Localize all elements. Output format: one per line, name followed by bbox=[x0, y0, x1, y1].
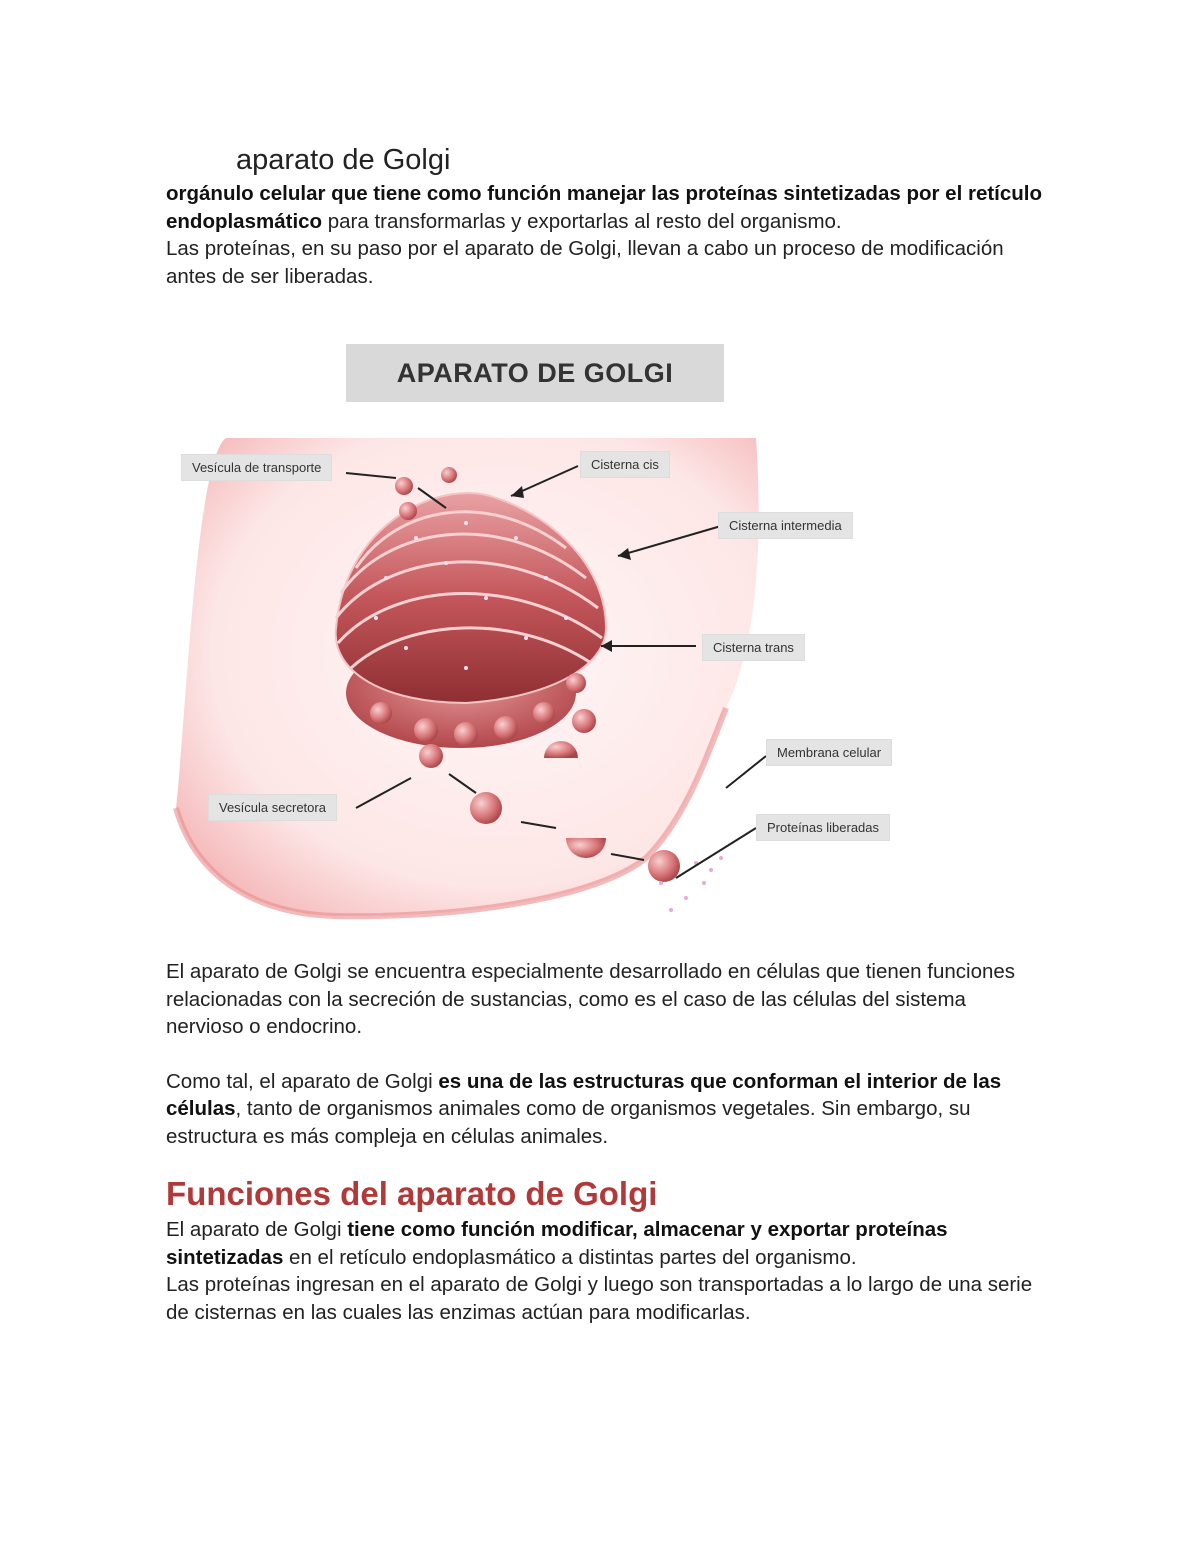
document-body bbox=[166, 140, 1046, 290]
functions-heading: Funciones del aparato de Golgi bbox=[166, 1175, 658, 1212]
structure-paragraph bbox=[166, 1068, 1046, 1151]
label-proteinas-liberadas: Proteínas liberadas bbox=[756, 814, 890, 841]
functions-text-a: El aparato de Golgi bbox=[166, 1218, 348, 1241]
document-body-lower bbox=[166, 958, 1046, 1326]
functions-text-c: en el retículo endoplasmático a distintas partes del organismo. bbox=[283, 1245, 857, 1269]
intro-bold-text: orgánulo celular que tiene como función manejar las proteínas sintetizadas por el retículo endoplasmático bbox=[166, 182, 1043, 233]
golgi-illustration bbox=[166, 338, 926, 930]
page-title: aparato de Golgi bbox=[236, 144, 451, 176]
modification-paragraph: Las proteínas, en su paso por el aparato de Golgi, llevan a cabo un proceso de modificación antes de ser liberadas. bbox=[166, 237, 1004, 288]
diagram-title: APARATO DE GOLGI bbox=[346, 344, 724, 402]
structure-text-a: Como tal, el aparato de Golgi bbox=[166, 1069, 439, 1093]
secretion-paragraph: El aparato de Golgi se encuentra especialmente desarrollado en células que tienen funciones relacionadas con la secreción de sustancias, como es el caso de las células del sistema nervioso o endocrino. bbox=[166, 960, 1016, 1038]
structure-text-c: , tanto de organismos animales como de organismos vegetales. Sin embargo, su estructura es más compleja en células animales. bbox=[166, 1097, 971, 1148]
label-cisterna-trans: Cisterna trans bbox=[702, 634, 805, 661]
label-membrana-celular: Membrana celular bbox=[766, 739, 892, 766]
golgi-diagram bbox=[166, 338, 926, 930]
label-vesicula-secretora: Vesícula secretora bbox=[208, 794, 337, 821]
functions-bold-text: tiene como función modificar, almacenar y exportar proteínas sintetizadas bbox=[166, 1218, 948, 1269]
label-vesicula-transporte: Vesícula de transporte bbox=[181, 454, 332, 481]
intro-rest-text: para transformarlas y exportarlas al resto del organismo. bbox=[322, 209, 842, 233]
cisternae-paragraph: Las proteínas ingresan en el aparato de Golgi y luego son transportadas a lo largo de una serie de cisternas en las cuales las enzimas actúan para modificarlas. bbox=[166, 1273, 1033, 1324]
label-cisterna-intermedia: Cisterna intermedia bbox=[718, 512, 853, 539]
intro-paragraph bbox=[166, 180, 1046, 235]
label-cisterna-cis: Cisterna cis bbox=[580, 451, 670, 478]
functions-paragraph bbox=[166, 1216, 1046, 1271]
structure-bold-text: es una de las estructuras que conforman el interior de las células bbox=[166, 1069, 1002, 1120]
